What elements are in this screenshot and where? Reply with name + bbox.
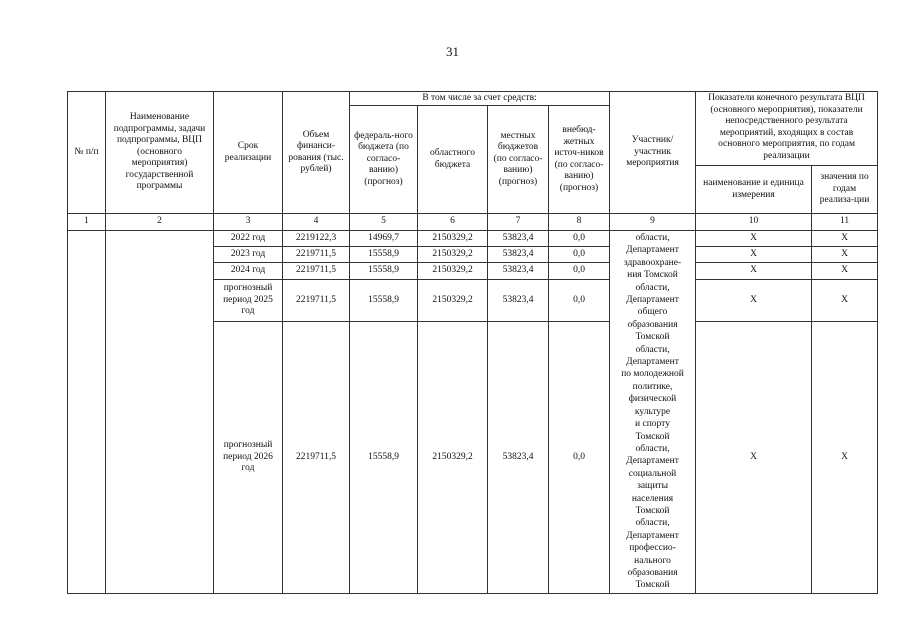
indicator-name-cell: X [696,231,812,247]
column-number: 7 [488,214,549,231]
participant-line: здравоохране- [623,257,682,268]
participant-line: нального [634,555,671,566]
header-total-financing: Объем финанси-рования (тыс. рублей) [283,92,350,214]
participant-line: Департамент [626,530,679,541]
column-number: 6 [418,214,488,231]
regional-cell: 2150329,2 [418,279,488,322]
participant-line: Департамент [626,456,679,467]
participant-line: Томской [635,505,670,516]
table-row [68,231,878,247]
participant-line: общего [637,307,668,318]
participant-line: Департамент [626,357,679,368]
indicator-name-cell: X [696,263,812,279]
column-number: 4 [283,214,350,231]
participant-line: политике, [632,381,673,392]
participant-line: Томской [635,431,670,442]
local-cell: 53823,4 [488,322,549,594]
participant-line: социальной [628,468,677,479]
participant-line: образования [627,319,678,330]
period-cell: прогнозный период 2026 год [214,322,283,594]
indicator-value-cell: X [812,263,878,279]
participant-line: физической [628,394,677,405]
column-number: 8 [549,214,610,231]
participant-line: профессио- [629,543,676,554]
extra-cell: 0,0 [549,322,610,594]
participant-line: области, [635,282,670,293]
total-cell: 2219711,5 [283,263,350,279]
total-cell: 2219711,5 [283,247,350,263]
local-cell: 53823,4 [488,247,549,263]
header-local: местных бюджетов (по согласо-ванию) (прогноз) [488,106,549,214]
indicator-value-cell: X [812,322,878,594]
participant-line: области, [635,518,670,529]
header-number: № п/п [68,92,106,214]
period-cell: 2022 год [214,231,283,247]
regional-cell: 2150329,2 [418,263,488,279]
column-number: 3 [214,214,283,231]
column-number: 1 [68,214,106,231]
participant-line: области, [635,344,670,355]
participant-line: Департамент [626,295,679,306]
federal-cell: 14969,7 [350,231,418,247]
participant-cell [610,231,696,594]
total-cell: 2219122,3 [283,231,350,247]
header-regional: областного бюджета [418,106,488,214]
regional-cell: 2150329,2 [418,247,488,263]
header-name: Наименование подпрограммы, задачи подпрограммы, ВЦП (основного мероприятия) государственной программы [106,92,214,214]
participant-line: защиты [637,481,668,492]
page-number: 31 [446,44,459,59]
row-name-cell [106,231,214,594]
federal-cell: 15558,9 [350,279,418,322]
column-number: 2 [106,214,214,231]
total-cell: 2219711,5 [283,322,350,594]
participant-line: культуре [634,406,671,417]
header-extrabudget: внебюд-жетных источ-ников (по согласо-ванию) (прогноз) [549,106,610,214]
participant-line: области, [635,233,670,243]
row-number-cell [68,231,106,594]
column-number: 5 [350,214,418,231]
indicator-value-cell: X [812,231,878,247]
header-federal: федераль-ного бюджета (по согласо-ванию) (прогноз) [350,106,418,214]
extra-cell: 0,0 [549,231,610,247]
participant-line: по молодежной [621,369,684,380]
participant-line: и спорту [635,419,670,430]
total-cell: 2219711,5 [283,279,350,322]
participant-line: Томской [635,580,670,591]
federal-cell: 15558,9 [350,322,418,594]
participant-line: Департамент [626,245,679,256]
federal-cell: 15558,9 [350,263,418,279]
extra-cell: 0,0 [549,247,610,263]
indicator-value-cell: X [812,279,878,322]
participant-line: населения [631,493,674,504]
extra-cell: 0,0 [549,263,610,279]
regional-cell: 2150329,2 [418,231,488,247]
participant-line: ния Томской [627,270,678,281]
indicator-value-cell: X [812,247,878,263]
period-cell: прогнозный период 2025 год [214,279,283,322]
header-funds-group: В том числе за счет средств: [350,92,610,106]
header-period: Срок реализации [214,92,283,214]
extra-cell: 0,0 [549,279,610,322]
financing-table [67,91,878,594]
indicator-name-cell: X [696,247,812,263]
period-cell: 2024 год [214,263,283,279]
header-indicator-values: значения по годам реализа-ции [812,166,878,214]
federal-cell: 15558,9 [350,247,418,263]
period-cell: 2023 год [214,247,283,263]
header-indicator-name: наименование и единица измерения [696,166,812,214]
local-cell: 53823,4 [488,279,549,322]
header-participant: Участник/ участник мероприятия [610,92,696,214]
column-number: 10 [696,214,812,231]
participant-line: образования [627,567,678,578]
header-indicators-group: Показатели конечного результата ВЦП (основного мероприятия), показатели непосредственного результата мероприятий, входящих в состав основного мероприятия, по годам реализации [696,92,878,166]
local-cell: 53823,4 [488,231,549,247]
participant-line: Томской [635,332,670,343]
regional-cell: 2150329,2 [418,322,488,594]
indicator-name-cell: X [696,322,812,594]
participant-line: области, [635,443,670,454]
column-numbers-row [68,214,878,231]
indicator-name-cell: X [696,279,812,322]
local-cell: 53823,4 [488,263,549,279]
column-number: 9 [610,214,696,231]
column-number: 11 [812,214,878,231]
